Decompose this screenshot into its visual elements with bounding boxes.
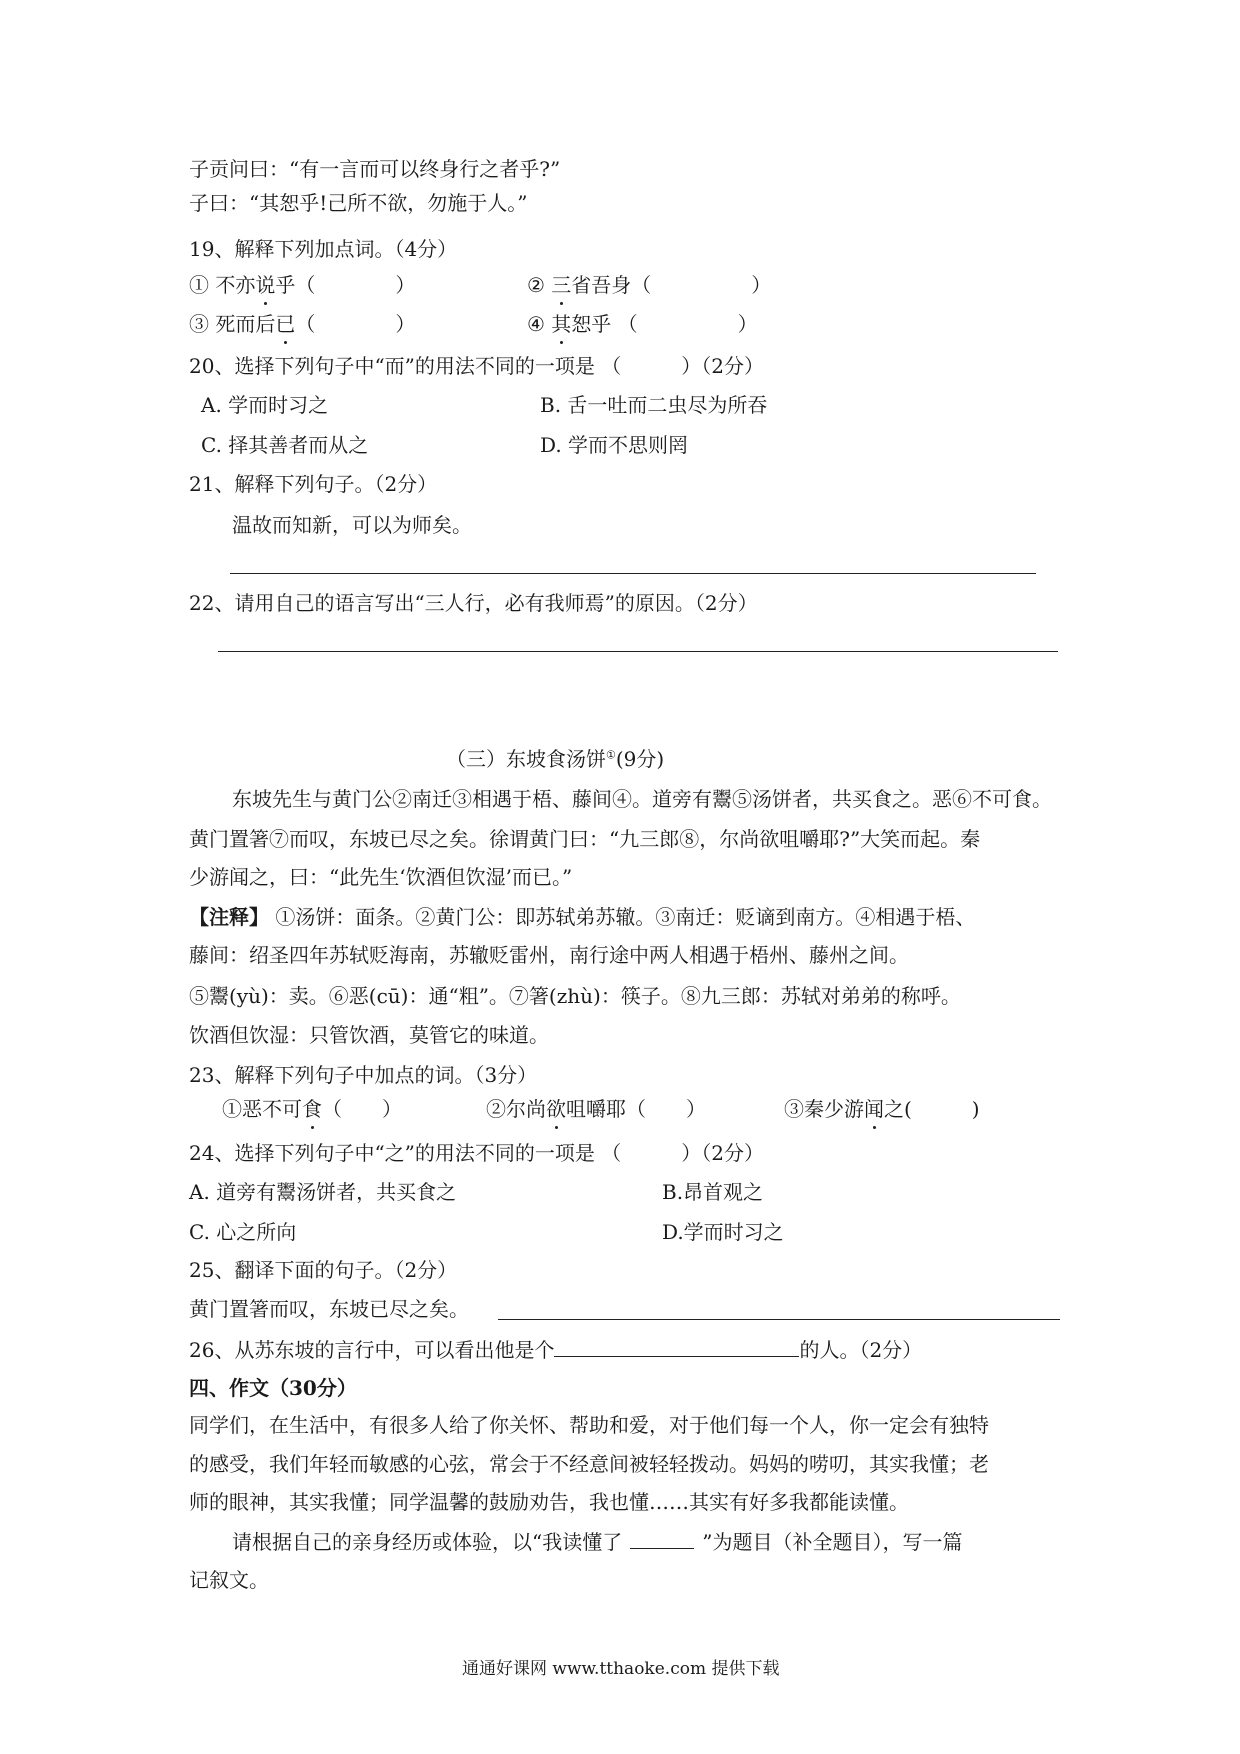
page-footer: 通通好课网 www.tthaoke.com 提供下载 (462, 1659, 780, 1679)
q19-item-3 (189, 311, 415, 337)
question-26 (189, 1336, 922, 1363)
notes-line: 藤间：绍圣四年苏轼贬海南，苏辙贬雷州，南行途中两人相遇于梧州、藤州之间。 (189, 943, 909, 967)
q24-option-d: D.学而时习之 (662, 1220, 784, 1244)
question-26-text: 26、从苏东坡的言行中，可以看出他是个 (189, 1338, 555, 1362)
q20-option-c: C. 择其善者而从之 (201, 433, 369, 457)
section-heading: 四、作文（30分） (189, 1376, 357, 1400)
answer-line[interactable] (498, 1319, 1060, 1320)
notes-label: 【注释】 (189, 905, 269, 929)
dotted-word: 其 (551, 312, 572, 336)
q24-option-b: B.昂首观之 (662, 1180, 764, 1204)
question-20-title: 20、选择下列句子中“而”的用法不同的一项是 （ ）（2分） (189, 354, 764, 378)
essay-text: 请根据自己的亲身经历或体验，以“我读懂了 (232, 1530, 623, 1554)
q23-item-3 (784, 1096, 980, 1122)
essay-text: ”为题目（补全题目），写一篇 (702, 1530, 963, 1554)
q19-item-text: ④ (527, 312, 552, 336)
q25-sentence: 黄门置箸而叹，东坡已尽之矣。 (189, 1297, 469, 1321)
q23-item-text: （ ） (322, 1097, 402, 1121)
question-23-title: 23、解释下列句子中加点的词。（3分） (189, 1063, 538, 1087)
passage-title-score: (9分) (615, 747, 665, 771)
notes-text: ①汤饼：面条。②黄门公：即苏轼弟苏辙。③南迁：贬谪到南方。④相遇于梧、 (275, 905, 976, 929)
q24-option-a: A. 道旁有鬻汤饼者，共买食之 (189, 1180, 457, 1204)
q19-item-text: （ ） (295, 312, 416, 336)
question-25-title: 25、翻译下面的句子。（2分） (189, 1258, 458, 1282)
question-21-title: 21、解释下列句子。（2分） (189, 472, 438, 496)
q20-option-a: A. 学而时习之 (201, 393, 329, 417)
question-26-text: 的人。（2分） (799, 1338, 923, 1362)
essay-line (232, 1529, 962, 1555)
q19-item-text: ③ 死而后 (189, 312, 276, 336)
q19-item-text: 恕乎 （ ） (571, 312, 758, 336)
notes-line (189, 904, 975, 930)
notes-line: 饮酒但饮湿：只管饮酒，莫管它的味道。 (189, 1023, 549, 1047)
q23-item-text: ①恶不可 (222, 1097, 302, 1121)
q23-item-text: ③秦少游 (784, 1097, 864, 1121)
q20-option-b: B. 舌一吐而二虫尽为所吞 (540, 393, 768, 417)
q23-item-text: 咀嚼耶（ ） (566, 1097, 706, 1121)
essay-line: 的感受，我们年轻而敏感的心弦，常会于不经意间被轻轻拨动。妈妈的唠叨，其实我懂；老 (189, 1452, 989, 1476)
text-line: 子贡问曰：“有一言而可以终身行之者乎?” (189, 157, 561, 181)
answer-line[interactable] (218, 651, 1058, 652)
q19-item-2 (527, 272, 771, 298)
essay-line: 记叙文。 (189, 1568, 269, 1592)
q19-item-4 (527, 311, 758, 337)
title-blank[interactable] (630, 1530, 694, 1549)
q23-item-text: ②尔尚 (486, 1097, 546, 1121)
footnote-marker: ① (606, 748, 616, 762)
q19-item-text: ② (527, 273, 552, 297)
passage-title (446, 746, 664, 772)
notes-line: ⑤鬻(yù)：卖。⑥恶(cū)：通“粗”。⑦箸(zhù)：筷子。⑧九三郎：苏轼对弟弟的称呼。 (189, 984, 961, 1008)
q20-option-d: D. 学而不思则罔 (540, 433, 689, 457)
dotted-word: 食 (302, 1097, 322, 1121)
q23-item-1 (222, 1096, 402, 1122)
dotted-word: 闻 (864, 1097, 884, 1121)
q19-item-1 (189, 272, 415, 298)
question-22-title: 22、请用自己的语言写出“三人行，必有我师焉”的原因。（2分） (189, 591, 758, 615)
question-19-title: 19、解释下列加点词。（4分） (189, 237, 458, 261)
text-line: 子曰：“其恕乎!己所不欲，勿施于人。” (189, 191, 528, 215)
q21-sentence: 温故而知新，可以为师矣。 (232, 513, 472, 537)
q19-item-text: 省吾身（ ） (571, 273, 772, 297)
passage-line: 少游闻之，曰：“此先生‘饮酒但饮湿’而已。” (189, 865, 573, 889)
q19-item-text: 乎（ ） (275, 273, 416, 297)
dotted-word: 三 (551, 273, 572, 297)
answer-line[interactable] (230, 573, 1036, 574)
passage-title-text: （三）东坡食汤饼 (446, 747, 606, 771)
question-24-title: 24、选择下列句子中“之”的用法不同的一项是 （ ）（2分） (189, 1141, 764, 1165)
essay-line: 师的眼神，其实我懂；同学温馨的鼓励劝告，我也懂……其实有好多我都能读懂。 (189, 1490, 909, 1514)
dotted-word: 欲 (546, 1097, 566, 1121)
q19-item-text: ① 不亦 (189, 273, 256, 297)
q23-item-2 (486, 1096, 706, 1122)
q24-option-c: C. 心之所向 (189, 1220, 297, 1244)
passage-line: 东坡先生与黄门公②南迁③相遇于梧、藤间④。道旁有鬻⑤汤饼者，共买食之。恶⑥不可食。 (232, 787, 1052, 811)
essay-line: 同学们，在生活中，有很多人给了你关怀、帮助和爱，对于他们每一个人，你一定会有独特 (189, 1413, 989, 1437)
passage-line: 黄门置箸⑦而叹，东坡已尽之矣。徐谓黄门曰：“九三郎⑧，尔尚欲咀嚼耶?”大笑而起。秦 (189, 827, 981, 851)
dotted-word: 说 (255, 273, 276, 297)
q23-item-text: 之( ) (884, 1097, 980, 1121)
answer-blank[interactable] (554, 1336, 799, 1357)
dotted-word: 已 (275, 312, 296, 336)
